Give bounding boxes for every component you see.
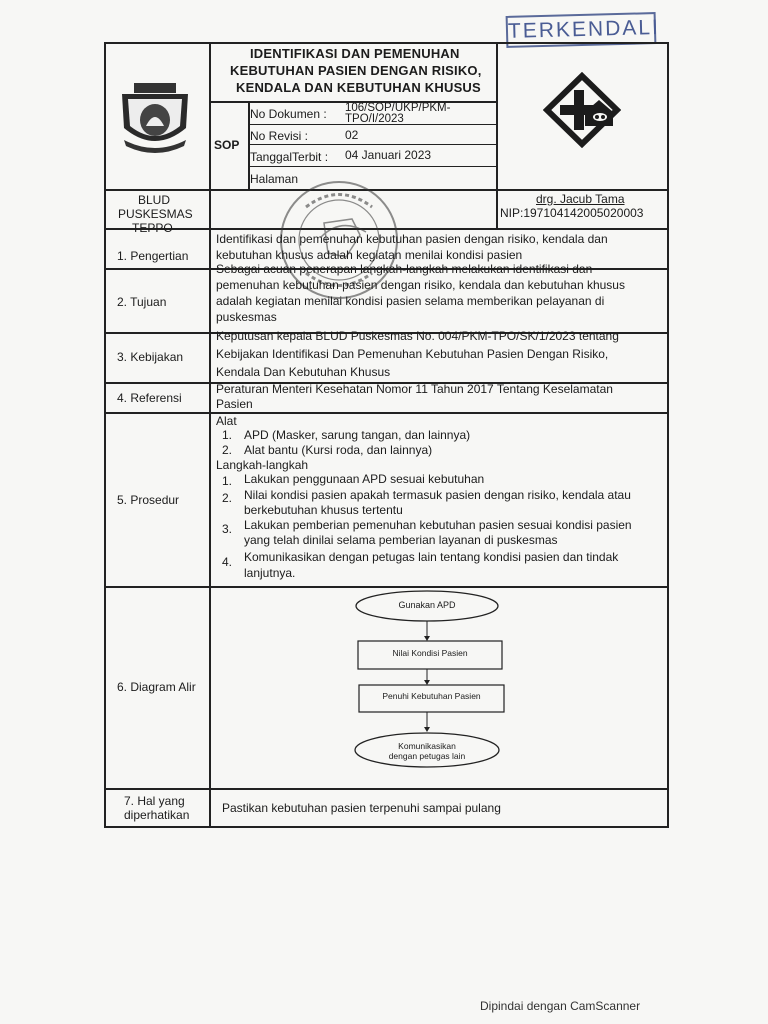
section-label-diagram-alir: 6. Diagram Alir	[117, 680, 196, 694]
content-line: kebutuhan khusus adalah kegiatan menilai kondisi pasien	[216, 248, 523, 262]
pengertian-content	[216, 231, 660, 263]
divider	[248, 144, 497, 145]
tujuan-content	[216, 261, 660, 325]
sop-title-line-3: KENDALA DAN KEBUTUHAN KHUSUS	[236, 80, 481, 95]
no-dokumen-value: TPO/I/2023	[345, 113, 404, 125]
flow-arrowhead	[424, 680, 430, 685]
divider	[104, 788, 669, 790]
content-line: Identifikasi dan pemenuhan kebutuhan pasien dengan risiko, kendala dan	[216, 232, 608, 246]
flow-step-2-label: Penuhi Kebutuhan Pasien	[382, 691, 481, 701]
hal-yang-diperhatikan-content: Pastikan kebutuhan pasien terpenuhi sampai pulang	[222, 801, 501, 815]
content-line: Pasien	[216, 397, 253, 411]
langkah-heading: Langkah-langkah	[216, 458, 309, 472]
flow-step-1-label: Nilai Kondisi Pasien	[392, 648, 468, 658]
langkah-item-number: 1.	[222, 474, 233, 488]
flow-arrowhead	[424, 727, 430, 732]
langkah-item-number: 3.	[222, 522, 233, 536]
langkah-item-text: Nilai kondisi pasien apakah termasuk pasien dengan risiko, kendala atau	[244, 488, 631, 502]
no-revisi-label: No Revisi :	[250, 129, 309, 143]
halaman-label: Halaman	[250, 172, 299, 186]
section-label-diperhatikan: diperhatikan	[124, 808, 190, 822]
divider	[209, 42, 211, 228]
kebijakan-content	[216, 327, 660, 381]
flow-end-label: Komunikasikan	[398, 741, 456, 751]
puskesmas-logo	[543, 72, 621, 148]
tanggal-terbit-label: TanggalTerbit :	[250, 150, 329, 164]
content-line: Sebagai acuan penerapan langkah-langkah melakukan identifikasi dan	[216, 262, 593, 276]
langkah-item-number: 4.	[222, 555, 233, 569]
flow-end-label: dengan petugas lain	[388, 751, 466, 761]
org-line-3: TEPPO	[132, 221, 173, 235]
content-line: pemenuhan kebutuhan pasien dengan risiko, kendala dan kebutuhan khusus	[216, 278, 625, 292]
content-line: adalah kegiatan menilai kondisi pasien selama memberikan pelayanan di	[216, 294, 605, 308]
alat-item-text: APD (Masker, sarung tangan, dan lainnya)	[244, 428, 471, 442]
scanner-footer: Dipindai dengan CamScanner	[480, 999, 641, 1013]
flow-start-label: Gunakan APD	[398, 600, 456, 610]
regional-crest-logo	[116, 80, 194, 154]
section-label-pengertian: 1. Pengertian	[117, 249, 189, 263]
section-label-tujuan: 2. Tujuan	[117, 295, 167, 309]
section-label-hal-yang: 7. Hal yang	[124, 794, 185, 808]
sop-title-line-1: IDENTIFIKASI DAN PEMENUHAN	[250, 46, 460, 61]
content-line: puskesmas	[216, 310, 277, 324]
divider	[248, 166, 497, 167]
langkah-item-text: Lakukan pemberian pemenuhan kebutuhan pasien sesuai kondisi pasien	[244, 518, 632, 532]
signer-nip: NIP:197104142005020003	[500, 206, 644, 220]
alat-item-text: Alat bantu (Kursi roda, dan lainnya)	[244, 443, 433, 457]
langkah-item-text: Lakukan penggunaan APD sesuai kebutuhan	[244, 472, 485, 486]
alat-item-number: 2.	[222, 443, 233, 457]
divider	[496, 42, 498, 228]
langkah-item-text: berkebutuhan khusus tertentu	[244, 503, 403, 517]
no-revisi-value: 02	[345, 128, 359, 142]
content-line: Kendala Dan Kebutuhan Khusus	[216, 365, 391, 379]
alat-heading: Alat	[216, 414, 237, 428]
org-line-2: PUSKESMAS	[118, 207, 193, 221]
referensi-content	[216, 382, 660, 412]
tanggal-terbit-value: 04 Januari 2023	[345, 148, 432, 162]
content-line: Peraturan Menteri Kesehatan Nomor 11 Tahun 2017 Tentang Keselamatan	[216, 382, 613, 396]
signer-name: drg. Jacub Tama	[536, 192, 625, 206]
divider	[104, 412, 669, 414]
section-label-kebijakan: 3. Kebijakan	[117, 350, 184, 364]
langkah-item-number: 2.	[222, 491, 233, 505]
divider	[209, 228, 211, 828]
content-line: Keputusan kepala BLUD Puskesmas No. 004/PKM-TPO/SK/1/2023 tentang	[216, 329, 619, 343]
langkah-item-text: lanjutnya.	[244, 566, 296, 580]
section-label-referensi: 4. Referensi	[117, 391, 182, 405]
org-line-1: BLUD	[138, 193, 171, 207]
section-label-prosedur: 5. Prosedur	[117, 493, 180, 507]
no-dokumen-label: No Dokumen :	[250, 107, 327, 121]
langkah-item-text: yang telah dinilai selama pemberian layanan di puskesmas	[244, 533, 558, 547]
langkah-item-text: Komunikasikan dengan petugas lain tentang kondisi pasien dan tindak	[244, 550, 619, 564]
no-dokumen-value: 106/SOP/UKP/PKM-	[345, 102, 451, 114]
terkendali-stamp: TERKENDALI	[506, 12, 657, 48]
alat-item-number: 1.	[222, 428, 233, 442]
sop-label: SOP	[214, 138, 240, 152]
sop-title-line-2: KEBUTUHAN PASIEN DENGAN RISIKO,	[230, 63, 482, 78]
flow-arrowhead	[424, 636, 430, 641]
content-line: Kebijakan Identifikasi Dan Pemenuhan Kebutuhan Pasien Dengan Risiko,	[216, 347, 609, 361]
